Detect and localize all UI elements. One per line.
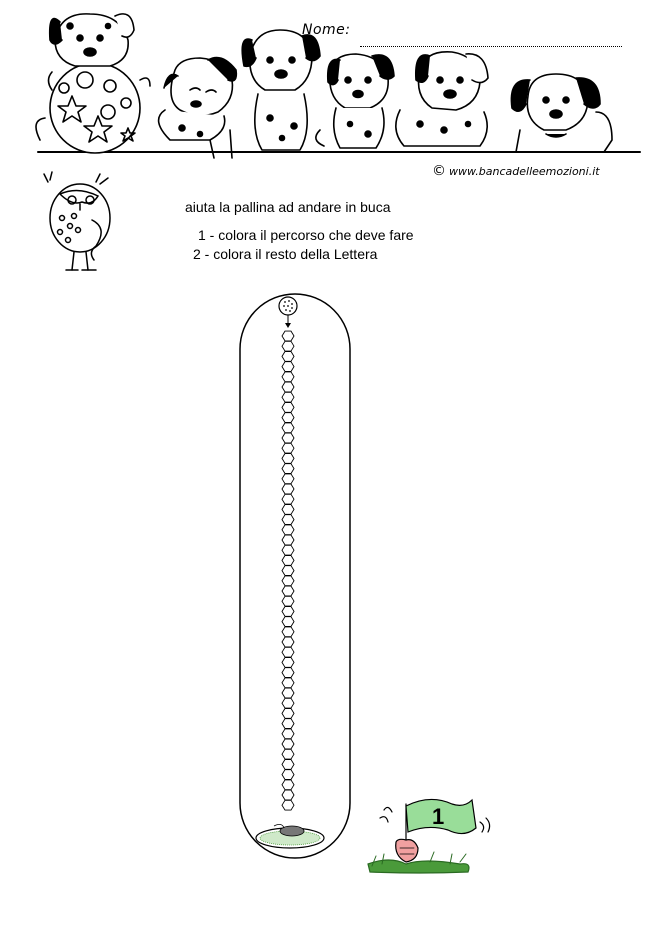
hexagon-cell[interactable] [282,545,294,555]
hexagon-cell[interactable] [282,331,294,341]
star-ball-icon [50,63,140,153]
hexagon-cell[interactable] [282,658,294,668]
flag-icon [360,790,500,880]
hexagon-cell[interactable] [282,607,294,617]
hexagon-cell[interactable] [282,423,294,433]
copyright-symbol: © [432,163,446,179]
hexagon-cell[interactable] [282,382,294,392]
hexagon-cell[interactable] [282,627,294,637]
name-label: Nome: [302,22,351,38]
hexagon-cell[interactable] [282,709,294,719]
hexagon-cell[interactable] [282,372,294,382]
hexagon-cell[interactable] [282,433,294,443]
hexagon-cell[interactable] [282,484,294,494]
hexagon-cell[interactable] [282,617,294,627]
owl-icon [38,170,128,280]
hexagon-cell[interactable] [282,668,294,678]
flag-number: 1 [432,804,445,829]
hexagon-cell[interactable] [282,362,294,372]
hexagon-cell[interactable] [282,719,294,729]
hexagon-cell[interactable] [282,586,294,596]
hexagon-cell[interactable] [282,403,294,413]
hexagon-cell[interactable] [282,556,294,566]
website-url[interactable]: www.bancadelleemozioni.it [449,165,600,178]
name-input-line[interactable] [360,46,622,47]
hexagon-cell[interactable] [282,688,294,698]
hexagon-cell[interactable] [282,749,294,759]
hexagon-cell[interactable] [282,770,294,780]
hexagon-cell[interactable] [282,454,294,464]
instruction-title: aiuta la pallina ad andare in buca [185,199,391,215]
copyright-notice [432,163,600,179]
hexagon-cell[interactable] [282,535,294,545]
hexagon-cell[interactable] [282,392,294,402]
hexagon-cell[interactable] [282,352,294,362]
hexagon-cell[interactable] [282,464,294,474]
hexagon-cell[interactable] [282,637,294,647]
hexagon-cell[interactable] [282,647,294,657]
hexagon-cell[interactable] [282,698,294,708]
hexagon-cell[interactable] [282,525,294,535]
hexagon-cell[interactable] [282,505,294,515]
hexagon-cell[interactable] [282,566,294,576]
hexagon-cell[interactable] [282,413,294,423]
hexagon-cell[interactable] [282,678,294,688]
hexagon-cell[interactable] [282,341,294,351]
hexagon-cell[interactable] [282,443,294,453]
hexagon-cell[interactable] [282,800,294,810]
hexagon-cell[interactable] [282,515,294,525]
hexagon-cell[interactable] [282,596,294,606]
instruction-step-1: 1 - colora il percorso che deve fare [198,227,414,243]
hexagon-cell[interactable] [282,494,294,504]
hexagon-cell[interactable] [282,729,294,739]
hexagon-cell[interactable] [282,780,294,790]
instruction-step-2: 2 - colora il resto della Lettera [193,246,378,262]
hexagon-cell[interactable] [282,760,294,770]
hexagon-cell[interactable] [282,576,294,586]
hexagon-cell[interactable] [282,739,294,749]
hexagon-cell[interactable] [282,474,294,484]
letter-i-maze[interactable] [230,288,360,868]
hexagon-cell[interactable] [282,790,294,800]
golf-ball-icon [279,297,297,315]
